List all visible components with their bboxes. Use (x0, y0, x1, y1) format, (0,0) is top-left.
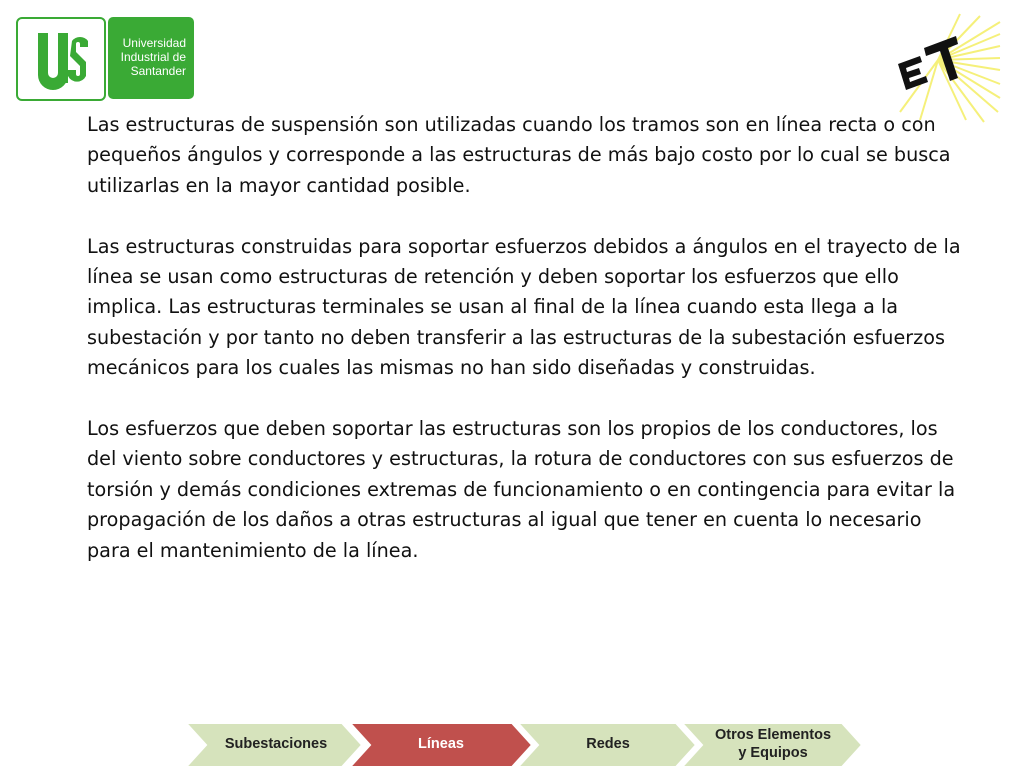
uis-name-line-1: Universidad (122, 36, 186, 50)
nav-label-otros-line-2: y Equipos (738, 745, 808, 761)
uis-name-box (108, 17, 194, 99)
uis-logo (16, 17, 196, 100)
nav-label-redes[interactable]: Redes (586, 736, 630, 752)
uis-name-line-2: Industrial de (120, 50, 186, 64)
paragraph-suspension: Las estructuras de suspensión son utilizadas cuando los tramos son en línea recta o con pequeños ángulos y corresponde a las estructuras de más bajo costo por lo cual se busca utilizarlas en la mayor cantidad posible. (87, 113, 951, 197)
uis-monogram-icon (18, 19, 104, 99)
nav-label-otros[interactable] (700, 722, 846, 766)
nav-label-otros-line-1: Otros Elementos (714, 727, 832, 743)
paragraph-retention-terminal: Las estructuras construidas para soportar esfuerzos debidos a ángulos en el trayecto de la línea se usan como estructuras de retención y deben soportar los esfuerzos que ello implica. Las estructuras terminales se usan al final de la línea cuando esta llega a la subestación y por tanto no deben transferir a las estructuras de la subestación esfuerzos mecánicos para los cuales las mismas no han sido diseñadas y construidas. (87, 234, 961, 380)
section-nav-shapes (0, 722, 1024, 768)
nav-label-lineas[interactable]: Líneas (418, 736, 464, 752)
slide-body (87, 110, 967, 596)
et-logo (880, 12, 1002, 124)
paragraph-stresses: Los esfuerzos que deben soportar las estructuras son los propios de los conductores, los del viento sobre conductores y estructuras, la rotura de conductores con sus esfuerzos de torsión y demás condiciones extremas de funcionamiento o en contingencia para evitar la propagación de los daños a otras estructuras al igual que tener en cuenta lo necesario para el mantenimiento de la línea. (87, 417, 956, 562)
nav-label-subestaciones[interactable]: Subestaciones (224, 736, 328, 752)
et-logo-icon (880, 12, 1002, 124)
uis-monogram-box (16, 17, 106, 101)
uis-name-line-3: Santander (130, 64, 186, 78)
section-nav (0, 722, 1024, 768)
